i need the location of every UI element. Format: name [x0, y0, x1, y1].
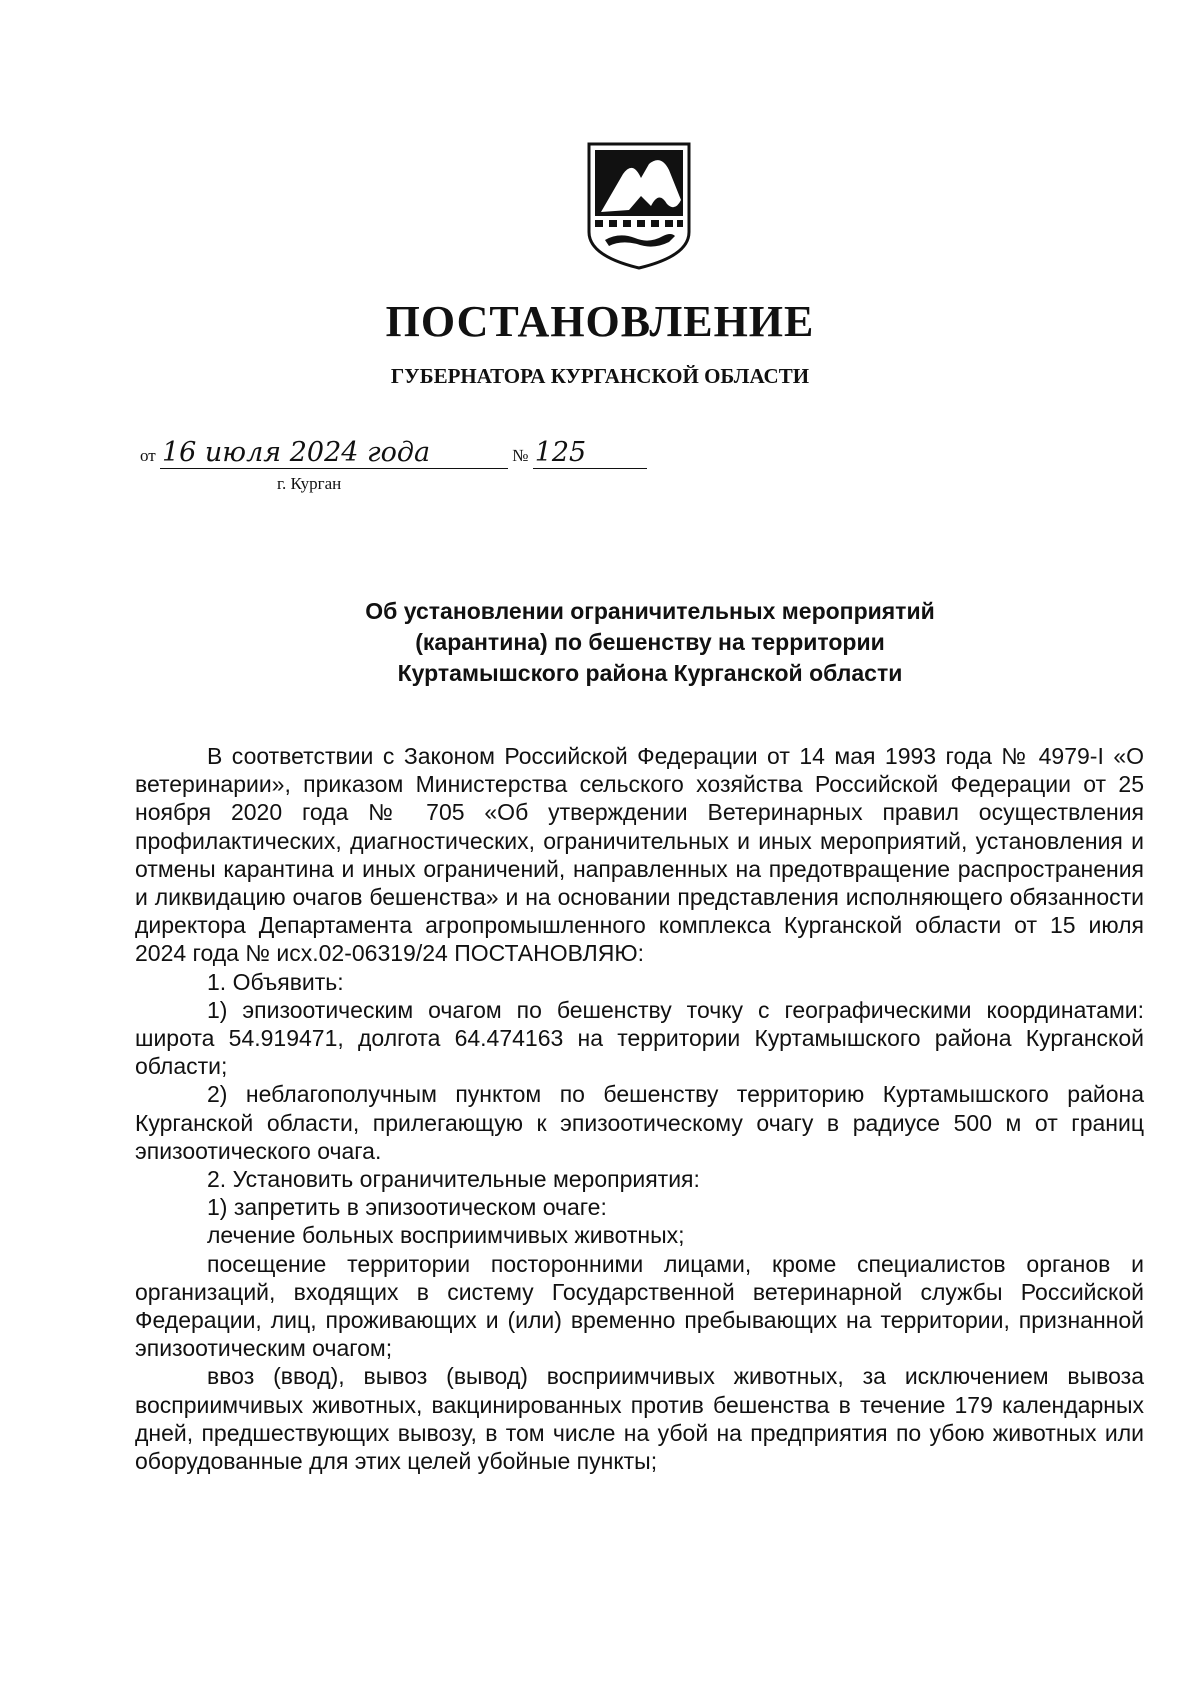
document-body: [135, 742, 1144, 1475]
date-number-line: [140, 438, 647, 469]
document-date: 16 июля 2024 года: [160, 438, 508, 469]
document-issuer: ГУБЕРНАТОРА КУРГАНСКОЙ ОБЛАСТИ: [390, 364, 810, 388]
subject-line: (карантина) по бешенству на территории: [415, 629, 885, 655]
body-paragraph: ввоз (ввод), вывоз (вывод) восприимчивых животных, за исключением вывоза восприимчивых животных, вакцинированных против бешенства в течение 179 календарных дней, предшествующих вывозу, в том числе на убой на предприятия по убою животных или оборудованные для этих целей убойные пункты;: [135, 1363, 1144, 1475]
body-paragraph: 2. Установить ограничительные мероприятия:: [207, 1166, 700, 1193]
subject-line: Куртамышского района Курганской области: [397, 660, 903, 686]
subject-line: Об установлении ограничительных мероприятий: [365, 598, 935, 624]
number-sign-label: №: [512, 446, 529, 465]
body-paragraph: посещение территории посторонними лицами, кроме специалистов органов и организаций, входящих в систему Государственной ветеринарной службы Российской Федерации, лиц, проживающих и (или) временно пребывающих на территории, признанной эпизоотическим очагом;: [135, 1250, 1144, 1362]
document-type-title: ПОСТАНОВЛЕНИЕ: [385, 297, 815, 346]
document-subject: [0, 596, 1200, 689]
body-paragraph: лечение больных восприимчивых животных;: [207, 1222, 685, 1249]
document-city: г. Курган: [277, 474, 342, 493]
body-paragraph: 1. Объявить:: [207, 968, 344, 995]
body-paragraph: В соответствии с Законом Российской Федерации от 14 мая 1993 года № 4979-I «О ветеринарии», приказом Министерства сельского хозяйства Российской Федерации от 25 ноября 2020 года № 705 «Об утверждении Ветеринарных правил осуществления профилактических, диагностических, ограничительных и иных мероприятий, установления и отмены карантина и иных ограничений, направленных на предотвращение распространения и ликвидацию очагов бешенства» и на основании представления исполняющего обязанности директора Департамента агропромышленного комплекса Курганской области от 15 июля 2024 года № исх.02-06319/24 ПОСТАНОВЛЯЮ:: [135, 743, 1144, 967]
document-number: 125: [533, 438, 647, 469]
body-paragraph: 1) запретить в эпизоотическом очаге:: [207, 1194, 607, 1221]
body-paragraph: 1) эпизоотическим очагом по бешенству точку с географическими координатами: широта 54.919471, долгота 64.474163 на территории Куртамышского района Курганской области;: [135, 996, 1144, 1080]
coat-of-arms-icon: [583, 140, 695, 272]
body-paragraph: 2) неблагополучным пунктом по бешенству территорию Куртамышского района Курганской области, прилегающую к эпизоотическому очагу в радиусе 500 м от границ эпизоотического очага.: [135, 1081, 1144, 1164]
date-prefix-label: от: [140, 446, 156, 465]
